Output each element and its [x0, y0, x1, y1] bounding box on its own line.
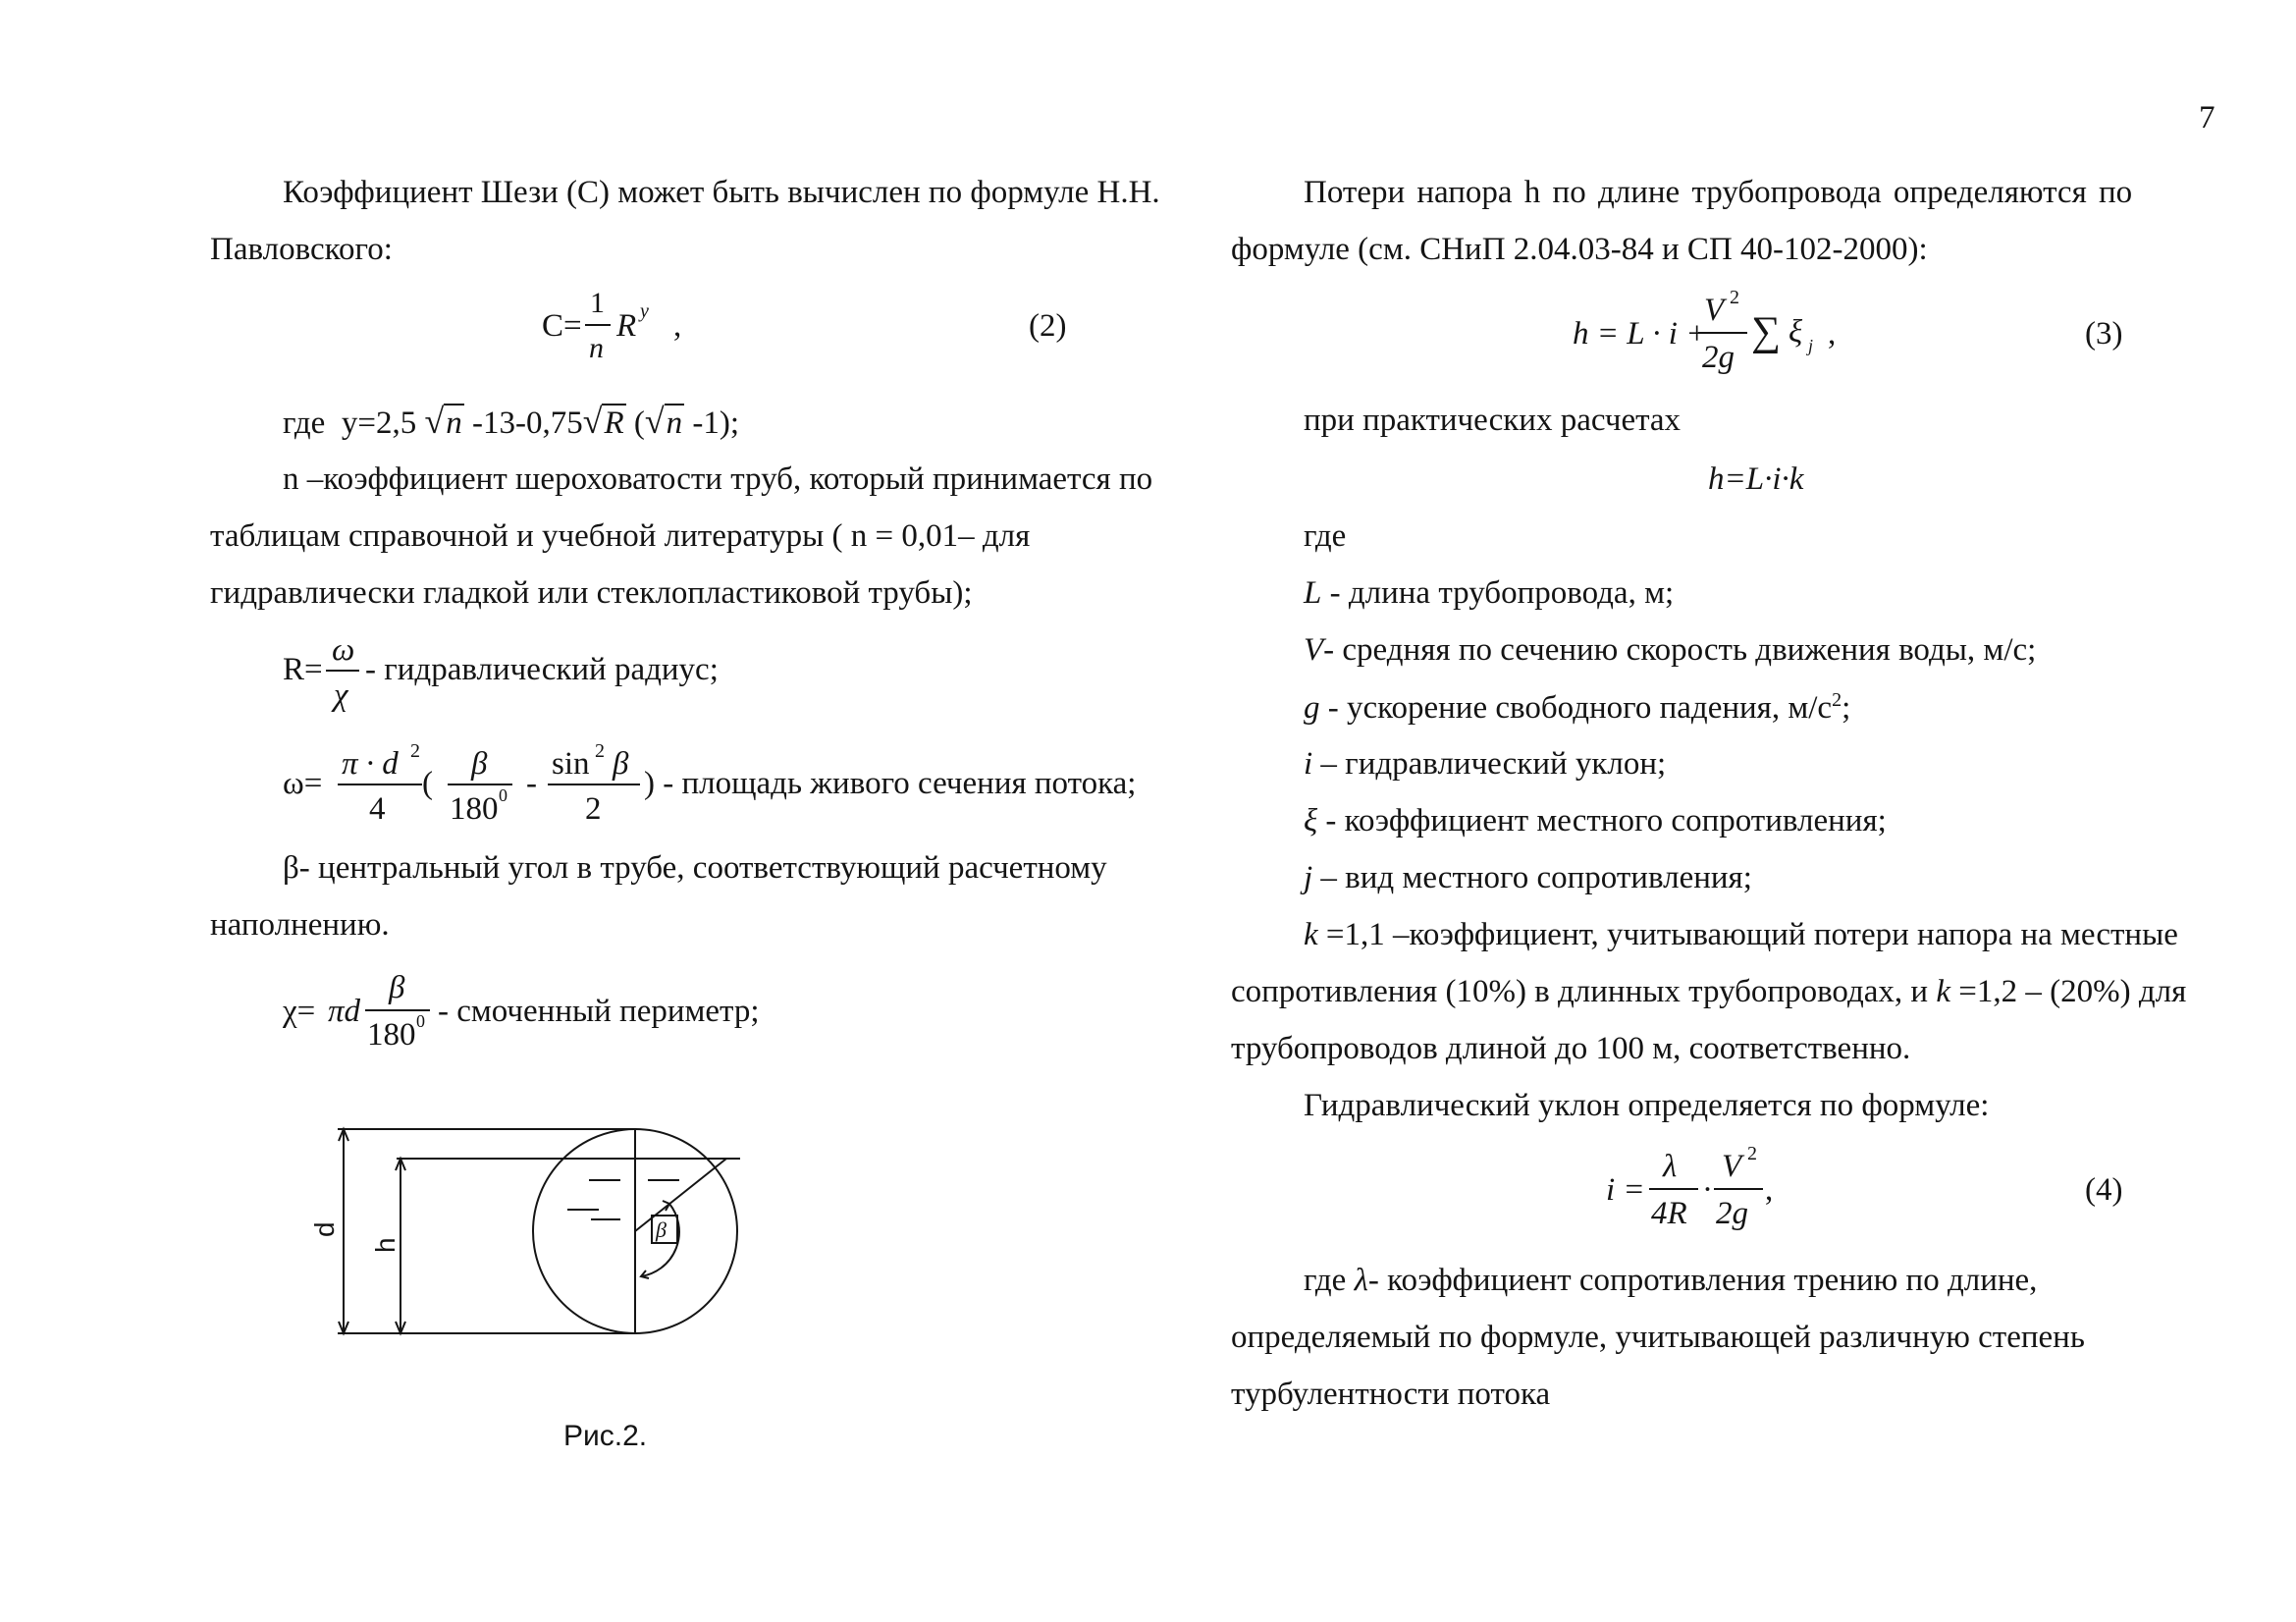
eq4-dot: ·: [1702, 1172, 1713, 1208]
def-j-text: – вид местного сопротивления;: [1312, 860, 1752, 895]
def-j: [1304, 860, 1752, 896]
omega-fraction-line: [338, 784, 422, 785]
def-slope-text: – гидравлический уклон;: [1312, 746, 1667, 782]
head-loss-intro-line2: формуле (см. СНиП 2.04.03-84 и СП 40-102-2000):: [1231, 232, 1928, 267]
figure-caption: Рис.2.: [563, 1420, 648, 1452]
omega-num: π · d: [342, 746, 399, 782]
def-velocity-sym: V: [1304, 632, 1324, 668]
y-paren: (: [633, 406, 645, 441]
y-part3: -1);: [692, 406, 740, 441]
eq2-den: n: [589, 332, 604, 364]
eq4-fraction-line2: [1714, 1188, 1763, 1190]
k-line1-sym: k: [1304, 917, 1318, 952]
chezy-intro-line1: Коэффициент Шези (С) может быть вычислен по формуле Н.Н.: [283, 175, 1160, 210]
k-line2-a: сопротивления (10%) в длинных трубопроводах, и: [1231, 974, 1937, 1009]
eq2-r: R: [616, 308, 637, 344]
practical-note: при практических расчетах: [1304, 403, 1682, 438]
omega-paren-open: (: [422, 766, 433, 801]
omega-beta-deg: 0: [499, 785, 507, 805]
eq3-num-exp: 2: [1730, 287, 1739, 308]
eq4-num2: V: [1722, 1149, 1742, 1184]
eq4-fraction-line1: [1649, 1188, 1698, 1190]
beta-desc-line1: β- центральный угол в трубе, соответствующий расчетному: [283, 850, 1107, 886]
lambda-line2: определяемый по формуле, учитывающей различную степень: [1231, 1320, 2085, 1355]
lambda-where: где: [1304, 1263, 1355, 1298]
eq3-lhs: h = L · i +: [1573, 316, 1708, 351]
pipe-cross-section-figure: [309, 1109, 775, 1365]
angle-beta-label: β: [656, 1217, 667, 1242]
r-text: - гидравлический радиус;: [365, 652, 719, 687]
n-desc-line3: гидравлически гладкой или стеклопластиковой трубы);: [210, 575, 973, 611]
eq4-num1: λ: [1663, 1149, 1678, 1184]
k-line1: [1304, 917, 2178, 953]
def-xi: [1304, 803, 1887, 839]
k-line2-k: k: [1936, 974, 1950, 1009]
def-gravity-sym: g: [1304, 690, 1320, 726]
eq4-number: (4): [2085, 1172, 2123, 1208]
lambda-sym: λ: [1354, 1263, 1368, 1298]
y-definition: где y=2,5 √n -13-0,75√R (√n -1);: [283, 402, 740, 441]
eq4-comma: ,: [1765, 1172, 1774, 1208]
chezy-intro-line2: Павловского:: [210, 232, 393, 267]
r-den: χ: [334, 677, 348, 713]
lambda-line1: [1304, 1263, 2037, 1299]
omega-sin-beta: β: [613, 746, 629, 782]
omega-num-exp: 2: [410, 740, 420, 762]
k-line2-b: =1,2 – (20%) для: [1950, 974, 2187, 1009]
omega-den: 4: [369, 791, 386, 827]
head-loss-intro-line1: [1304, 175, 2132, 211]
def-length-text: - длина трубопровода, м;: [1321, 575, 1675, 611]
beta-desc-line2: наполнению.: [210, 907, 390, 943]
eq3-j: j: [1808, 336, 1814, 355]
eq2-number: (2): [1029, 308, 1067, 344]
chi-den: 180: [367, 1017, 416, 1053]
def-gravity: [1304, 689, 1850, 727]
lambda-text: - коэффициент сопротивления трению по длине,: [1367, 1263, 2038, 1298]
r-fraction-line: [326, 670, 359, 672]
lambda-line3: турбулентности потока: [1231, 1377, 1551, 1412]
n-desc-line2: таблицам справочной и учебной литературы ( n = 0,01– для: [210, 518, 1031, 554]
omega-sin-den: 2: [585, 791, 602, 827]
y-where: где: [283, 406, 326, 441]
eq4-lhs: i =: [1606, 1172, 1645, 1208]
omega-sin-line: [548, 784, 640, 785]
chi-text: - смоченный периметр;: [438, 994, 760, 1029]
eq2-exp: y: [640, 300, 649, 322]
def-length: [1304, 575, 1674, 612]
slope-intro: Гидравлический уклон определяется по формуле:: [1304, 1088, 1990, 1123]
k-line1-text: =1,1 –коэффициент, учитывающий потери напора на местные: [1317, 917, 2178, 952]
chi-pid: πd: [328, 994, 361, 1029]
k-line3: трубопроводов длиной до 100 м, соответственно.: [1231, 1031, 1911, 1066]
eq4-den1: 4R: [1651, 1196, 1687, 1231]
eq3-num: V: [1704, 293, 1725, 328]
def-gravity-tail: ;: [1842, 690, 1851, 726]
n-desc-line1: n –коэффициент шероховатости труб, который принимается по: [283, 461, 1153, 497]
def-length-sym: L: [1304, 575, 1322, 611]
where-label: где: [1304, 518, 1347, 554]
def-velocity: [1304, 632, 2036, 669]
y-sqrt-n: n: [446, 406, 462, 441]
eq4-num2-exp: 2: [1747, 1143, 1757, 1164]
omega-beta-num: β: [471, 746, 488, 782]
def-gravity-text: - ускорение свободного падения, м/с: [1327, 690, 1833, 726]
def-j-sym: j: [1304, 860, 1313, 895]
omega-minus: -: [526, 766, 537, 801]
eq2-fraction-line: [585, 324, 611, 326]
eq3-comma: ,: [1828, 316, 1837, 351]
def-xi-sym: ξ: [1304, 803, 1318, 838]
chi-num: β: [389, 970, 405, 1005]
eq3-den: 2g: [1702, 340, 1735, 375]
eq3-sum: ∑: [1751, 309, 1781, 354]
def-gravity-sup: 2: [1832, 689, 1842, 711]
y-sqrt-n2: n: [666, 406, 683, 441]
omega-sin: sin: [552, 746, 590, 782]
omega-beta-den: 180: [450, 791, 499, 827]
def-velocity-text: - средняя по сечению скорость движения воды, м/с;: [1323, 632, 2037, 668]
eq2-num: 1: [590, 287, 605, 319]
r-lhs: R=: [283, 652, 323, 687]
dimension-d-label: d: [309, 1221, 340, 1237]
eq2-comma: ,: [673, 308, 682, 344]
eq3-number: (3): [2085, 316, 2123, 351]
omega-text: ) - площадь живого сечения потока;: [644, 766, 1137, 801]
y-sqrt-r: R: [604, 406, 624, 441]
r-num: ω: [332, 632, 355, 668]
y-part1: y=2,5: [341, 406, 417, 441]
def-xi-text: - коэффициент местного сопротивления;: [1325, 803, 1887, 838]
def-slope-sym: i: [1304, 746, 1313, 782]
h-simple-formula: h=L·i·k: [1708, 461, 1804, 497]
chi-lhs: χ=: [283, 994, 316, 1029]
k-line2: [1231, 974, 2186, 1010]
eq3-fraction-line: [1698, 332, 1747, 334]
eq4-den2: 2g: [1716, 1196, 1748, 1231]
omega-lhs: ω=: [283, 766, 323, 801]
dimension-h-label: h: [370, 1237, 400, 1253]
def-slope: [1304, 746, 1666, 783]
eq3-xi: ξ: [1789, 314, 1803, 350]
eq2-lhs: С=: [542, 308, 582, 344]
y-part2: -13-0,75: [471, 406, 583, 441]
head-loss-intro-text: Потери напора h по длине трубопровода определяются по: [1304, 175, 2133, 210]
omega-sin-exp: 2: [595, 740, 605, 762]
chi-deg: 0: [416, 1011, 425, 1031]
page-number: 7: [2199, 100, 2216, 135]
